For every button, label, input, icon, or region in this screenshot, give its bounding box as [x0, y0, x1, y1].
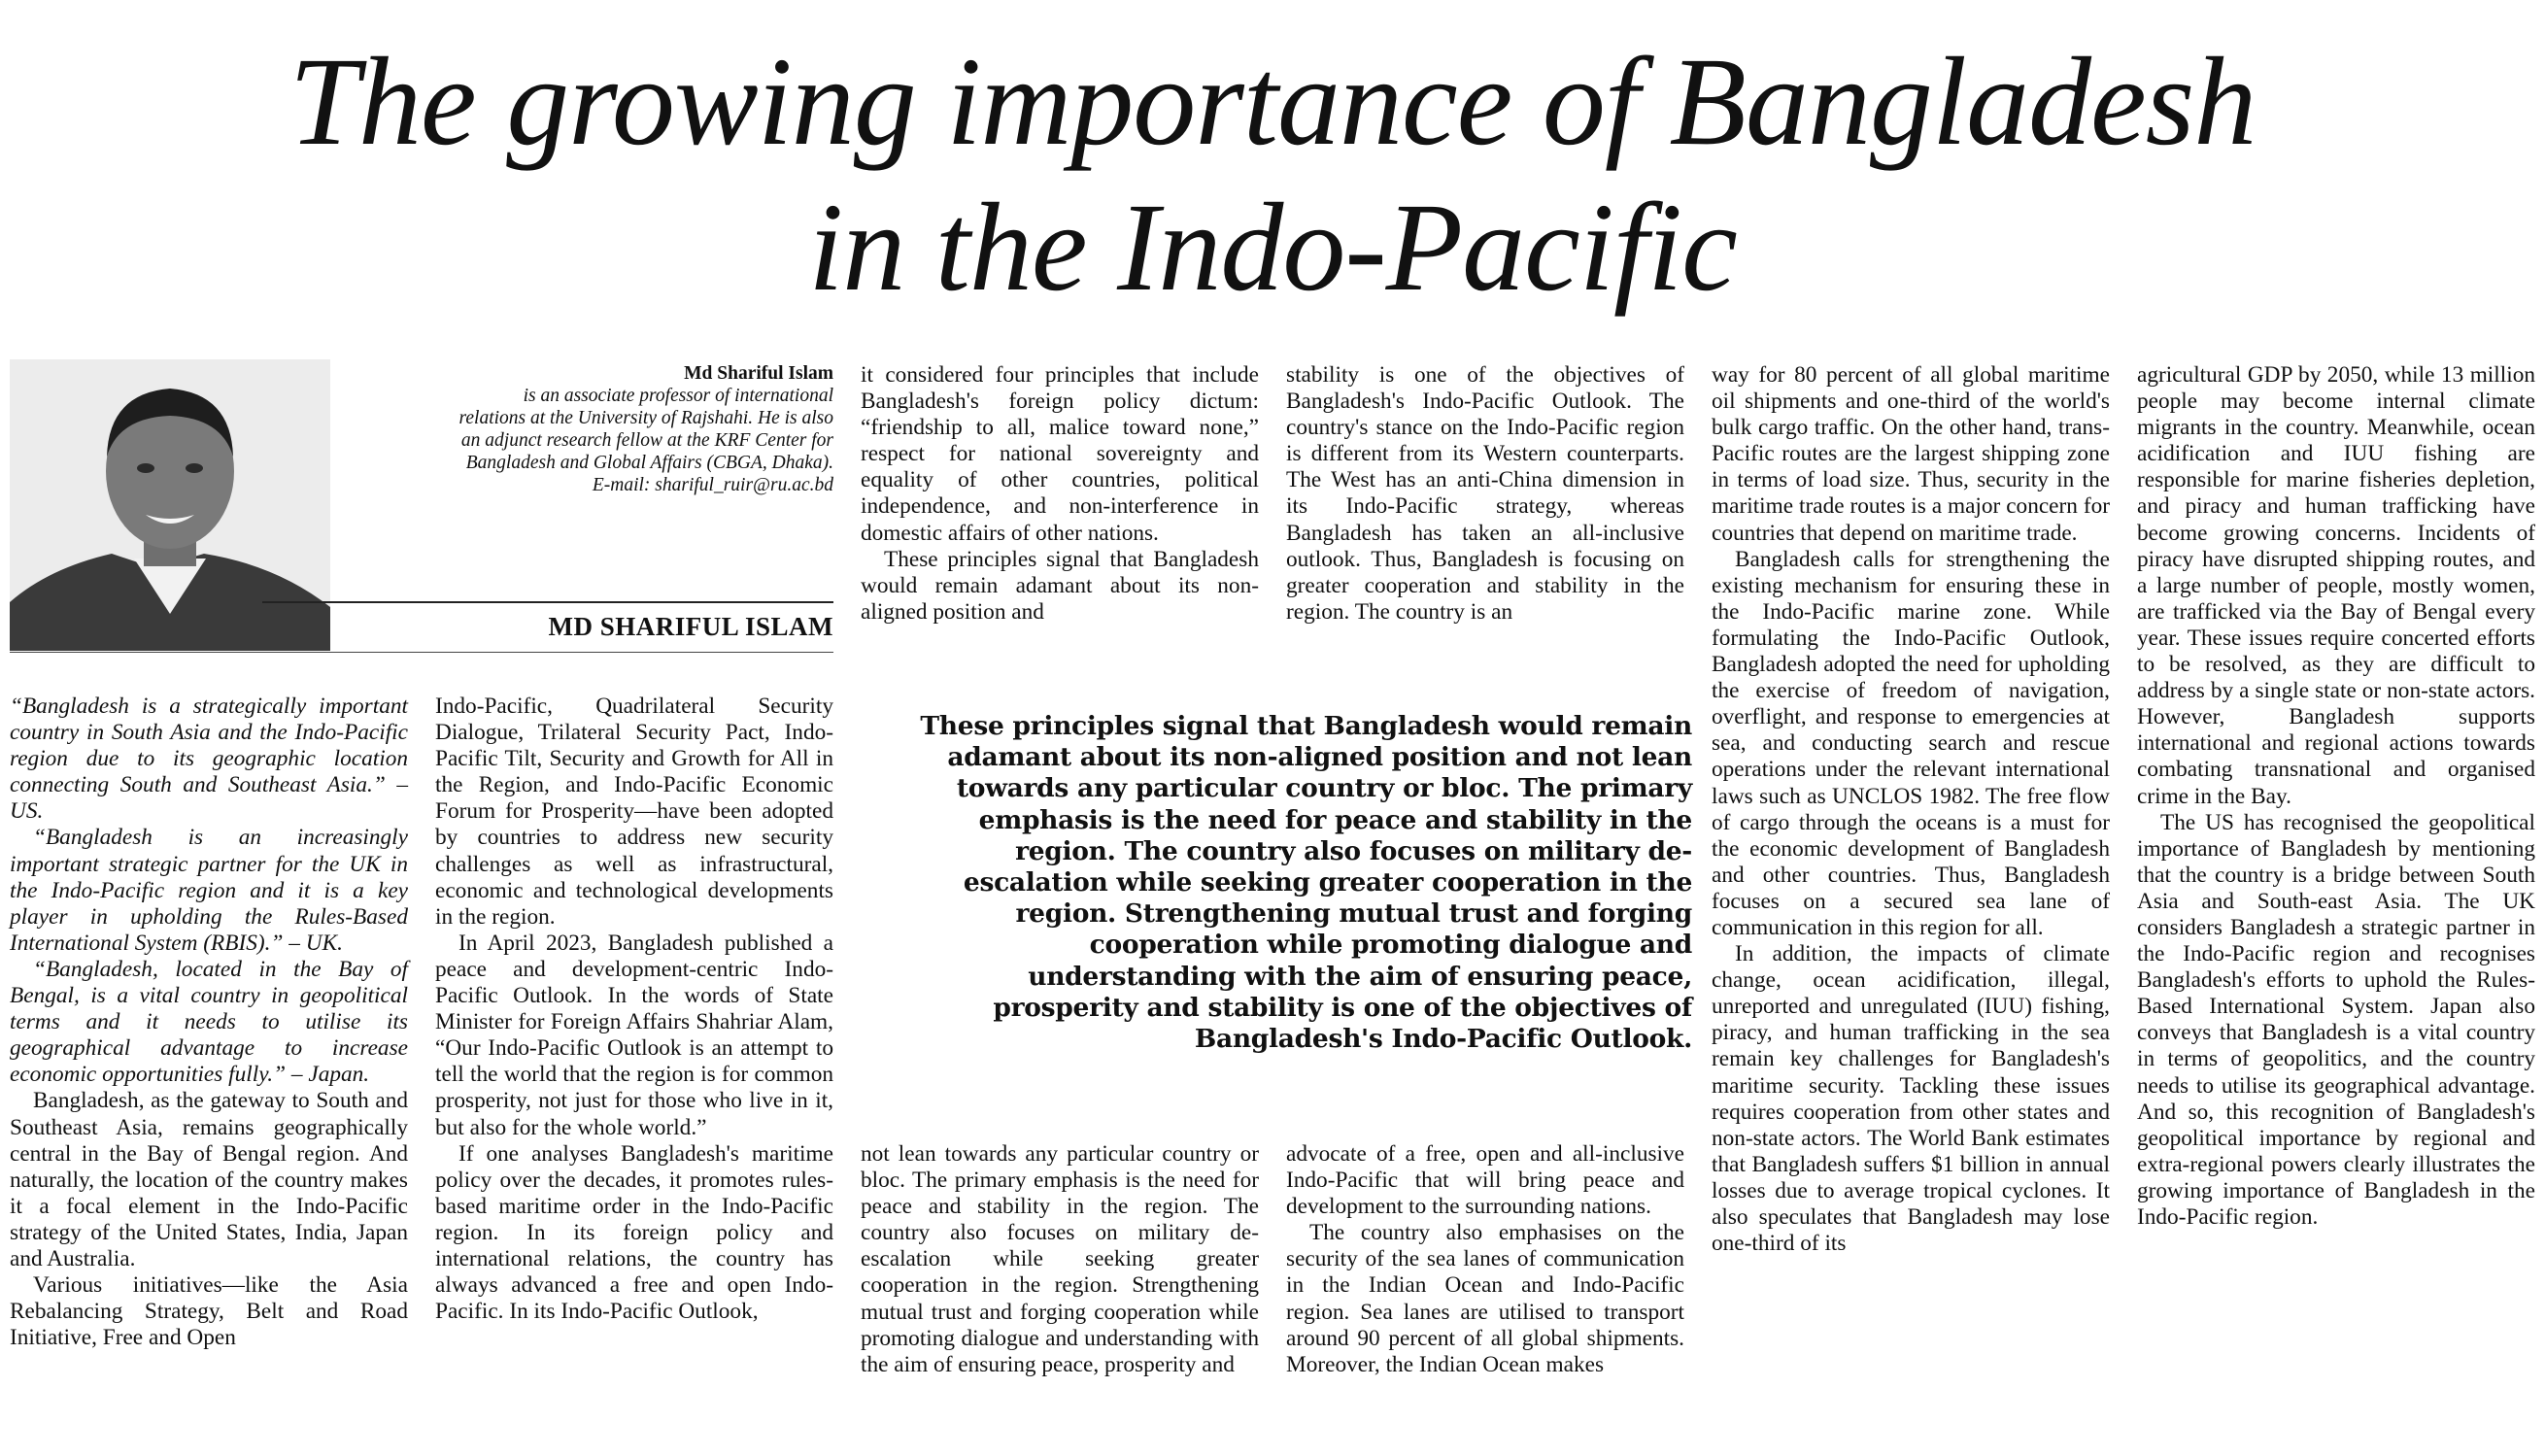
author-photo — [10, 359, 330, 651]
author-bio — [457, 362, 833, 496]
byline-bottom-rule — [10, 652, 833, 653]
byline: MD SHARIFUL ISLAM — [548, 612, 833, 641]
column-6 — [2137, 362, 2535, 1231]
paragraph: Bangladesh, as the gateway to South and Southeast Asia, remains geographically central in the Bay of Bengal region. And naturally, the location of the country makes it a focal element in the Indo-Pacific strategy of the United States, India, Japan and Australia. — [10, 1088, 408, 1271]
paragraph: In April 2023, Bangladesh published a peace and development-centric Indo-Pacific Outlook. In the words of State Minister for Foreign Affairs Shahriar Alam, “Our Indo-Pacific Outlook is an attempt to tell the world that the region is for common prosperity, not just for those who live in it, but also for the whole world.” — [435, 930, 833, 1140]
pull-quote: These principles signal that Bangladesh would remain adamant about its non-aligned position and not lean towards any particular country or bloc. The primary emphasis is the need for peace and stability in the region. The country also focuses on military de-escalation while seeking greater cooperation in the region. Strengthening mutual trust and forging cooperation while promoting dialogue and understanding with the aim of ensuring peace, prosperity and stability is one of the objectives of Bangladesh's Indo-Pacific Outlook. — [920, 711, 1692, 1055]
column-1 — [10, 694, 408, 1351]
column-3-top — [861, 362, 1259, 626]
headline-line-1: The growing importance of Bangladesh — [288, 32, 2257, 172]
paragraph: stability is one of the objectives of Bangladesh's Indo-Pacific Outlook. The country's stance on the Indo-Pacific region is different from its Western counterparts. The West has an anti-China dimension in its Indo-Pacific strategy, whereas Bangladesh has taken an all-inclusive outlook. Thus, Bangladesh is focusing on greater cooperation and stability in the region. The country is an — [1286, 362, 1684, 625]
column-5 — [1712, 362, 2110, 1257]
paragraph: it considered four principles that include Bangladesh's foreign policy dictum: “friendship to all, malice toward none,” respect for national sovereignty and equality of other countries, political independence, and non-interference in domestic affairs of other nations. — [861, 362, 1259, 546]
paragraph: The US has recognised the geopolitical importance of Bangladesh by mentioning that the country is a bridge between South Asia and South-east Asia. The UK considers Bangladesh a strategic partner in the Indo-Pacific region and recognises Bangladesh's efforts to uphold the Rules-Based International System. Japan also conveys that Bangladesh is a vital country in terms of geopolitics, and the country needs to utilise its geographical advantage. And so, this recognition of Bangladesh's geopolitical importance by regional and extra-regional powers clearly illustrates the growing importance of Bangladesh in the Indo-Pacific region. — [2137, 809, 2535, 1230]
bio-name: Md Shariful Islam — [684, 363, 833, 384]
column-4-top — [1286, 362, 1684, 626]
quote-japan: “Bangladesh, located in the Bay of Bengal, is a vital country in geopolitical terms and it needs to utilise its geographical advantage to increase economic opportunities fully.” – Japan. — [10, 956, 408, 1088]
quote-uk: “Bangladesh is an increasingly important strategic partner for the UK in the Indo-Pacific region and it is a key player in upholding the Rules-Based International System (RBIS).” – UK. — [10, 825, 408, 956]
bio-text: is an associate professor of international relations at the University of Rajshahi. He is also an adjunct research fellow at the KRF Center for Bangladesh and Global Affairs (CBGA, Dhaka). E-mail: shariful_ruir@ru.ac.bd — [458, 386, 833, 495]
column-3-bottom — [861, 1141, 1259, 1378]
paragraph: way for 80 percent of all global maritime oil shipments and one-third of the world's bulk cargo traffic. On the other hand, trans-Pacific routes are the largest shipping zone in terms of load size. Thus, security in the maritime trade routes is a major concern for countries that depend on maritime trade. — [1712, 362, 2110, 546]
author-portrait-icon — [10, 359, 330, 651]
paragraph: The country also emphasises on the security of the sea lanes of communication in the Indian Ocean and Indo-Pacific region. Sea lanes are utilised to transport around 90 percent of all global shipments. Moreover, the Indian Ocean makes — [1286, 1220, 1684, 1377]
paragraph: Indo-Pacific, Quadrilateral Security Dialogue, Trilateral Security Pact, Indo-Pacific Tilt, Security and Growth for All in the Region, and Indo-Pacific Economic Forum for Prosperity—have been adopted by countries to address new security challenges as well as infrastructural, economic and technological developments in the region. — [435, 694, 833, 930]
quote-us: “Bangladesh is a strategically important country in South Asia and the Indo-Pacific region due to its geographic location connecting South and Southeast Asia.” – US. — [10, 694, 408, 825]
headline-line-2: in the Indo-Pacific — [808, 178, 1737, 318]
paragraph: Bangladesh calls for strengthening the existing mechanism for ensuring these in the Indo-Pacific marine zone. While formulating the Indo-Pacific Outlook, Bangladesh adopted the need for upholding the exercise of freedom of navigation, overflight, and response to emergencies at sea, and conducting search and rescue operations under the relevant international laws such as UNCLOS 1982. The free flow of cargo through the oceans is a must for the economic development of Bangladesh and other countries. Thus, Bangladesh focuses on a secured sea lane of communication in this region for all. — [1712, 546, 2110, 940]
column-2 — [435, 694, 833, 1325]
paragraph: If one analyses Bangladesh's maritime policy over the decades, it promotes rules-based maritime order in the Indo-Pacific region. In its foreign policy and international relations, the country has always advanced a free and open Indo-Pacific. In its Indo-Pacific Outlook, — [435, 1140, 833, 1325]
paragraph: Various initiatives—like the Asia Rebalancing Strategy, Belt and Road Initiative, Free and Open — [10, 1272, 408, 1351]
column-4-bottom — [1286, 1141, 1684, 1378]
paragraph: advocate of a free, open and all-inclusive Indo-Pacific that will bring peace and development to the surrounding nations. — [1286, 1141, 1684, 1220]
byline-rule — [262, 601, 833, 603]
paragraph: In addition, the impacts of climate change, ocean acidification, illegal, unreported and unregulated (IUU) fishing, piracy, and human trafficking in the sea remain key challenges for Bangladesh's maritime security. Tackling these issues requires cooperation from other states and non-state actors. The World Bank estimates that Bangladesh suffers $1 billion in annual losses due to average tropical cyclones. It also speculates that Bangladesh may lose one-third of its — [1712, 941, 2110, 1257]
headline — [0, 29, 2545, 321]
paragraph: agricultural GDP by 2050, while 13 million people may become internal climate migrants in the country. Meanwhile, ocean acidification and IUU fishing are responsible for marine fisheries depletion, and piracy and human trafficking have become growing concerns. Incidents of piracy have disrupted shipping routes, and a large number of people, mostly women, are trafficked via the Bay of Bengal every year. These issues require concerted efforts to be resolved, as they are difficult to address by a single state or non-state actors. However, Bangladesh supports international and regional actions towards combating transnational and organised crime in the Bay. — [2137, 362, 2535, 809]
paragraph: These principles signal that Bangladesh would remain adamant about its non-aligned position and — [861, 546, 1259, 625]
paragraph: not lean towards any particular country or bloc. The primary emphasis is the need for peace and stability in the region. The country also focuses on military de-escalation while seeking greater cooperation in the region. Strengthening mutual trust and forging cooperation while promoting dialogue and understanding with the aim of ensuring peace, prosperity and — [861, 1141, 1259, 1377]
